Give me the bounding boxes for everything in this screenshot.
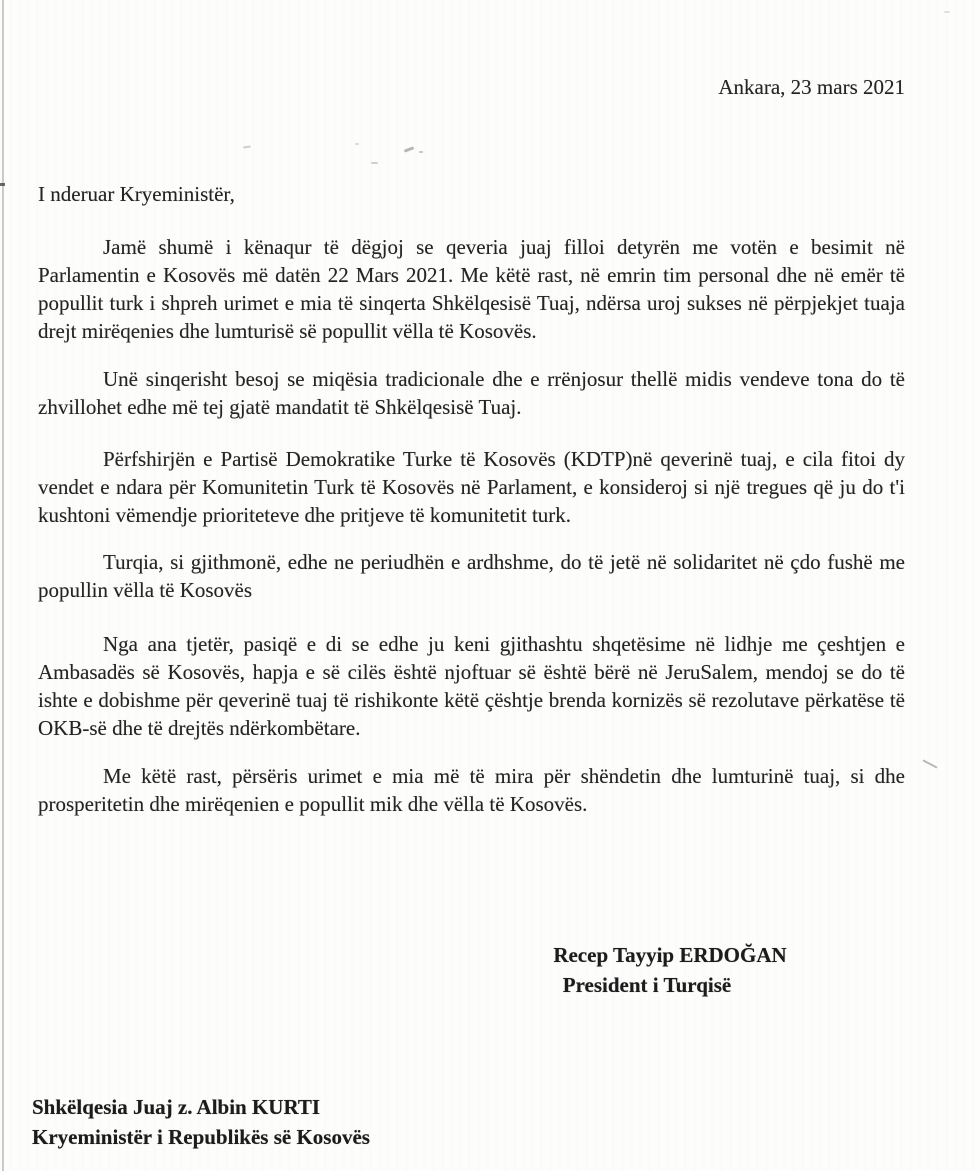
signature-name: Recep Tayyip ERDOĞAN	[553, 943, 787, 967]
recipient-name: Shkëlqesia Juaj z. Albin KURTI	[32, 1095, 321, 1119]
paragraph-friendship: Unë sinqerisht besoj se miqësia tradicionale dhe e rrënjosur thellë midis vendeve tona do të zhvillohet edhe më tej gjatë mandatit të Shkëlqesisë Tuaj.	[38, 367, 905, 419]
signature-block	[540, 940, 800, 1000]
paragraph-greeting-congrats: Jamë shumë i kënaqur të dëgjoj se qeveria juaj filloi detyrën me votën e besimit në Parlamentin e Kosovës më datën 22 Mars 2021. Me këtë rast, në emrin tim personal dhe në emër të popullit turk i shpreh urimet e mia të sinqerta Shkëlqesisë Tuaj, ndërsa uroj sukses në përpjekjet tuaja drejt mirëqenies dhe lumturisë së popullit vëlla të Kosovës.	[38, 235, 905, 343]
scan-speck-artifact	[355, 143, 359, 145]
date-line: Ankara, 23 mars 2021	[718, 75, 905, 99]
scan-speck-artifact	[243, 145, 251, 148]
scan-speck-artifact	[371, 162, 378, 164]
signature-title: President i Turqisë	[562, 973, 732, 997]
recipient-block	[32, 1092, 532, 1152]
recipient-title: Kryeministër i Republikës së Kosovës	[32, 1125, 370, 1149]
paragraph-solidarity: Turqia, si gjithmonë, edhe ne periudhën e ardhshme, do të jetë në solidaritet në çdo fushë me popullin vëlla të Kosovës	[38, 550, 905, 602]
scan-speck-artifact	[944, 11, 950, 13]
scan-edge-line-artifact	[2, 0, 4, 1171]
scan-speck-artifact	[419, 151, 423, 153]
paragraph-closing: Me këtë rast, përsëris urimet e mia më të mira për shëndetin dhe lumturinë tuaj, si dhe prosperitetin dhe mirëqenien e popullit mik dhe vëlla të Kosovës.	[38, 764, 905, 816]
salutation: I nderuar Kryeministër,	[38, 182, 235, 206]
paragraph-embassy: Nga ana tjetër, pasiqë e di se edhe ju keni gjithashtu shqetësime në lidhje me çeshtjen e Ambasadës së Kosovës, hapja e së cilës është njoftuar së është bërë në JeruSalem, mendoj se do të ishte e dobishme për qeverinë tuaj të rishikonte këtë çështje brenda kornizës së rezolutave përkatëse të OKB-së dhe të drejtës ndërkombëtare.	[38, 632, 905, 740]
scan-edge-tick-artifact	[0, 183, 5, 186]
paragraph-kdtp: Përfshirjën e Partisë Demokratike Turke të Kosovës (KDTP)në qeverinë tuaj, e cila fitoi dy vendet e ndara për Komunitetin Turk të Kosovës në Parlament, e konsideroj si një tregues që ju do t'i kushtoni vëmendje prioriteteve dhe pritjeve të komunitetit turk.	[38, 447, 905, 527]
scan-speck-artifact	[404, 146, 414, 152]
scan-stroke-artifact	[922, 759, 937, 768]
